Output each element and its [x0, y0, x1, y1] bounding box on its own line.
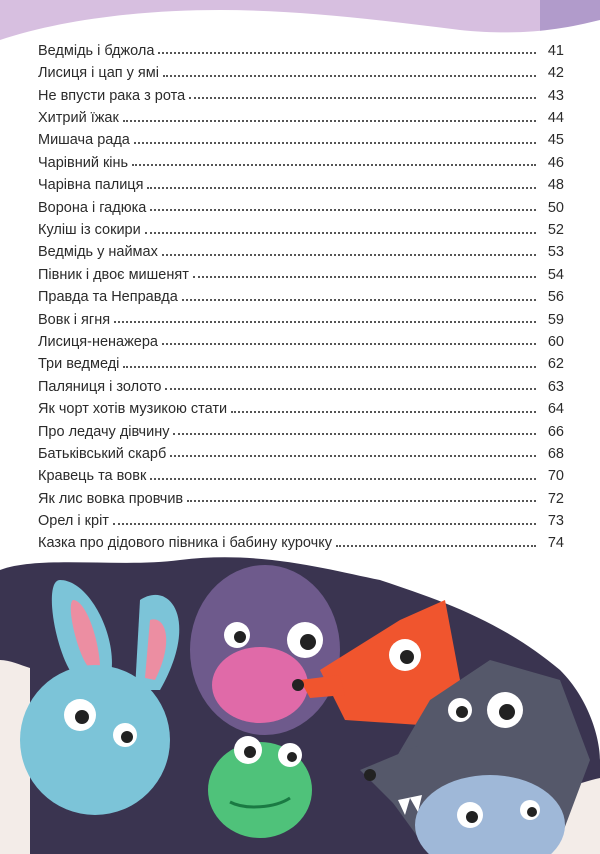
toc-dot-leader — [147, 186, 536, 189]
toc-entry[interactable] — [38, 215, 564, 237]
toc-entry-title: Лисиця-ненажера — [38, 333, 158, 350]
toc-dot-leader — [150, 477, 536, 480]
toc-entry-title: Кравець та вовк — [38, 468, 147, 485]
toc-entry-page: 62 — [547, 356, 564, 373]
toc-entry-page: 72 — [547, 490, 564, 507]
toc-dot-leader — [163, 74, 536, 77]
toc-entry-title: Ведмідь і бджола — [38, 42, 155, 59]
toc-entry-title: Правда та Неправда — [38, 289, 178, 306]
toc-entry-page: 66 — [547, 423, 564, 440]
toc-entry[interactable] — [38, 103, 564, 125]
toc-entry-page: 59 — [547, 311, 564, 328]
toc-entry-page: 54 — [547, 266, 564, 283]
toc-entry[interactable] — [38, 506, 564, 528]
toc-entry-page: 73 — [547, 513, 564, 530]
toc-entry[interactable] — [38, 193, 564, 215]
toc-dot-leader — [170, 454, 536, 457]
toc-entry[interactable] — [38, 260, 564, 282]
toc-dot-leader — [150, 208, 536, 211]
toc-dot-leader — [113, 522, 536, 525]
toc-dot-leader — [145, 231, 536, 234]
toc-dot-leader — [158, 51, 536, 54]
toc-entry[interactable] — [38, 238, 564, 260]
table-of-contents — [38, 36, 564, 551]
toc-entry-page: 52 — [547, 222, 564, 239]
toc-entry-title: Чарівний кінь — [38, 154, 129, 171]
toc-dot-leader — [231, 410, 536, 413]
toc-entry-page: 74 — [547, 535, 564, 552]
toc-entry-title: Не впусти рака з рота — [38, 87, 186, 104]
toc-entry-page: 63 — [547, 378, 564, 395]
toc-entry-page: 48 — [547, 177, 564, 194]
toc-entry[interactable] — [38, 58, 564, 80]
toc-entry-page: 70 — [547, 468, 564, 485]
toc-entry-title: Ворона і гадюка — [38, 199, 147, 216]
toc-entry-page: 56 — [547, 289, 564, 306]
toc-entry-page: 60 — [547, 333, 564, 350]
toc-entry-title: Куліш із сокири — [38, 222, 141, 239]
toc-entry-page: 42 — [547, 65, 564, 82]
toc-entry-title: Вовк і ягня — [38, 311, 111, 328]
toc-entry-title: Три ведмеді — [38, 356, 120, 373]
toc-entry-page: 64 — [547, 401, 564, 418]
toc-entry[interactable] — [38, 372, 564, 394]
toc-dot-leader — [173, 432, 536, 435]
toc-entry-page: 45 — [547, 132, 564, 149]
toc-dot-leader — [134, 141, 536, 144]
toc-entry-title: Батьківський скарб — [38, 445, 167, 462]
toc-entry[interactable] — [38, 461, 564, 483]
toc-entry-title: Хитрий їжак — [38, 110, 119, 127]
toc-entry-title: Мишача рада — [38, 132, 130, 149]
toc-entry[interactable] — [38, 439, 564, 461]
toc-entry-title: Півник і двоє мишенят — [38, 266, 189, 283]
toc-entry[interactable] — [38, 349, 564, 371]
toc-entry-page: 44 — [547, 110, 564, 127]
animals-illustration — [0, 540, 600, 854]
toc-entry-page: 46 — [547, 154, 564, 171]
toc-entry[interactable] — [38, 148, 564, 170]
toc-entry[interactable] — [38, 36, 564, 58]
toc-entry-title: Казка про дідового півника і бабину курочку — [38, 535, 332, 552]
toc-dot-leader — [132, 163, 536, 166]
toc-dot-leader — [162, 342, 536, 345]
toc-entry[interactable] — [38, 327, 564, 349]
toc-entry[interactable] — [38, 126, 564, 148]
toc-entry[interactable] — [38, 305, 564, 327]
toc-entry-title: Чарівна палиця — [38, 177, 144, 194]
toc-entry-page: 43 — [547, 87, 564, 104]
toc-dot-leader — [123, 119, 536, 122]
toc-entry-page: 68 — [547, 445, 564, 462]
toc-dot-leader — [189, 96, 536, 99]
toc-entry-title: Як чорт хотів музикою стати — [38, 401, 228, 418]
toc-entry-title: Лисиця і цап у ямі — [38, 65, 159, 82]
toc-entry-page: 50 — [547, 199, 564, 216]
toc-entry[interactable] — [38, 282, 564, 304]
toc-entry-page: 53 — [547, 244, 564, 261]
toc-dot-leader — [162, 253, 536, 256]
toc-entry-page: 41 — [547, 42, 564, 59]
toc-entry-title: Паляниця і золото — [38, 378, 162, 395]
toc-entry[interactable] — [38, 394, 564, 416]
toc-dot-leader — [193, 275, 536, 278]
toc-entry-title: Орел і кріт — [38, 513, 109, 530]
toc-entry-title: Як лис вовка провчив — [38, 490, 184, 507]
toc-dot-leader — [123, 365, 536, 368]
toc-dot-leader — [187, 499, 536, 502]
toc-entry-title: Ведмідь у наймах — [38, 244, 158, 261]
toc-dot-leader — [114, 320, 536, 323]
toc-entry-title: Про ледачу дівчину — [38, 423, 170, 440]
toc-entry[interactable] — [38, 81, 564, 103]
toc-entry[interactable] — [38, 170, 564, 192]
toc-entry[interactable] — [38, 484, 564, 506]
hippo-character — [190, 565, 340, 735]
toc-dot-leader — [182, 298, 536, 301]
toc-dot-leader — [165, 387, 536, 390]
toc-entry[interactable] — [38, 417, 564, 439]
